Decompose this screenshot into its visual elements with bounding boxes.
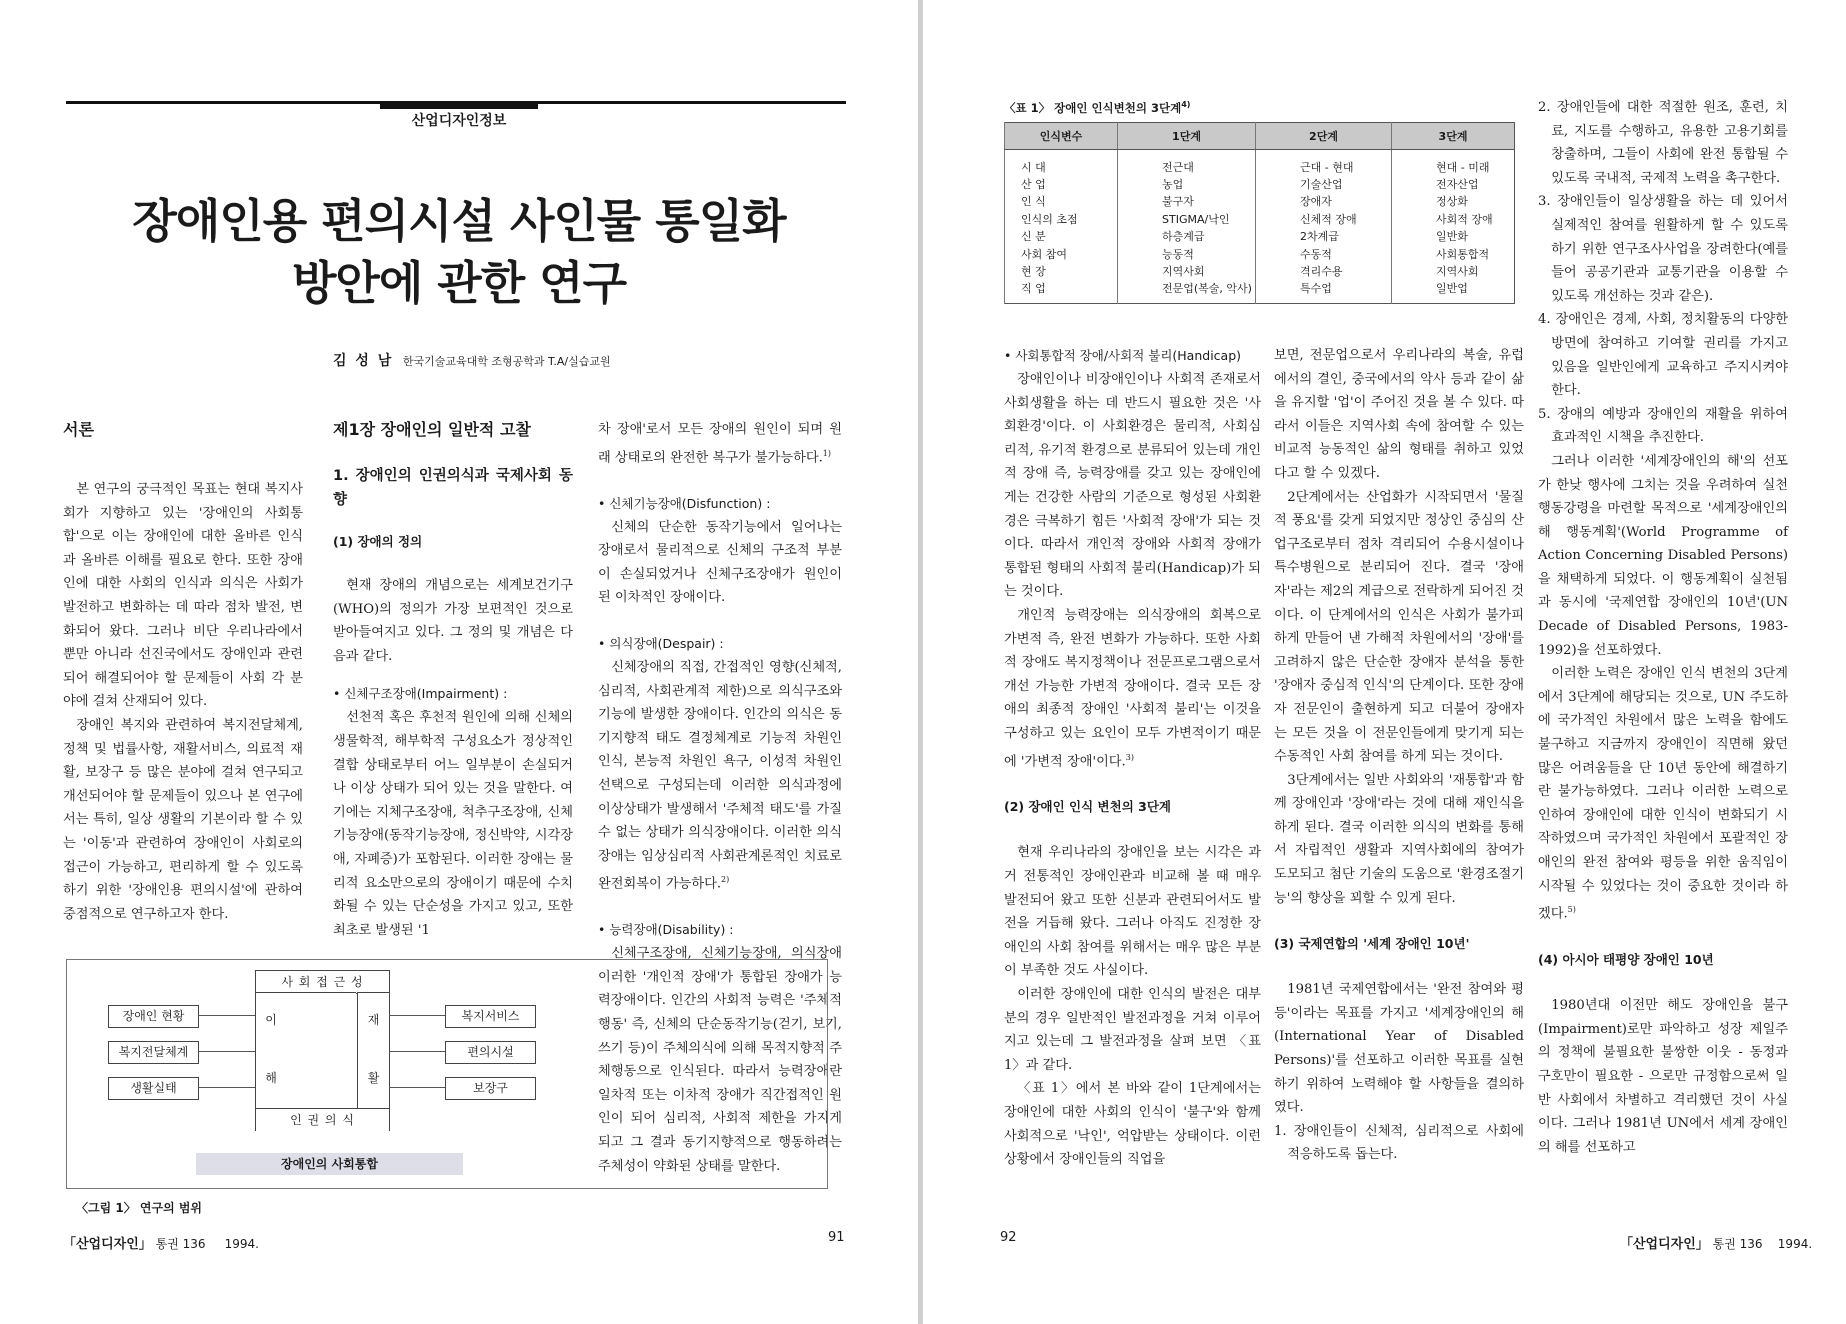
table-cell: 수동적 <box>1256 245 1392 262</box>
figure-box-right: 편의시설 <box>445 1041 536 1064</box>
table-cell: 불구자 <box>1118 193 1256 210</box>
left-column-1 <box>63 418 303 926</box>
table-cell: STIGMA/낙인 <box>1118 210 1256 227</box>
table-cell: 능동적 <box>1118 245 1256 262</box>
table-cell: 일반화 <box>1392 228 1515 245</box>
bullet-heading: • 신체구조장애(Impairment) : <box>333 686 508 702</box>
table-cell: 하층계급 <box>1118 228 1256 245</box>
right-column-3 <box>1538 96 1788 1159</box>
figure-box-left: 복지전달체계 <box>108 1041 199 1064</box>
figure-center <box>286 992 356 1110</box>
paragraph: 신체장애의 직접, 간접적인 영향(신체적, 심리적, 사회관계적 제한)으로 의식구조와 기능에 발생한 장애이다. 인간의 의식은 동기지향적 태도 결정체계로 기능적 차원인 인식, 본능적 차원인 욕구, 이성적 차원인 선택으로 구성되는데 이러한 의식과정에 이상상태가 발생해서 '주체적 태도'를 가질 수 없는 상태가 의식장애이다. 이러한 의식장애는 임상심리적 사회관계론적인 치료로 완전회복이 가능하다.$^{2)}$ <box>598 659 842 892</box>
list-item: 5. 장애의 예방과 장애인의 재활을 위하여 효과적인 시책을 추진한다. <box>1538 406 1788 446</box>
table-header: 인식변수 <box>1005 123 1118 150</box>
paragraph: 1981년 국제연합에서는 '완전 참여와 평등'이라는 목표를 가지고 '세계장애인의 해(International Year of Disabled Persons)'를 선포하고 이러한 목표를 실현하기 위하여 노력해야 할 사항들을 결의하였다. <box>1274 982 1524 1116</box>
right-column-1 <box>1004 344 1261 1172</box>
bullet-heading: • 신체기능장애(Disfunction) : <box>598 495 771 511</box>
figure-box-right: 보장구 <box>445 1077 536 1100</box>
table-row <box>1005 175 1515 192</box>
list-item: 4. 장애인은 경제, 사회, 정치활동의 다양한 방면에 참여하고 기여할 권리를 가지고 있음을 일반인에게 교육하고 주지시켜야 한다. <box>1538 312 1788 399</box>
table-row <box>1005 228 1515 245</box>
connector-line <box>198 1051 255 1052</box>
figure-top-label: 사 회 접 근 성 <box>255 970 390 994</box>
table-caption: 〈표 1〉 장애인 인식변천의 3단계$^{4)}$ <box>1004 100 1191 115</box>
article-title-line-2: 방안에 관한 연구 <box>291 256 627 310</box>
paragraph: 3단계에서는 일반 사회와의 '재통합'과 함께 장애인과 '장애'라는 것에 대해 재인식을 하게 된다. 결국 이러한 의식의 변화를 통해서 자립적인 생활과 지역사회에의 참여가 도모되고 첨단 기술의 도움으로 '환경조절기능'의 향상을 꾀할 수 있게 된다. <box>1274 772 1524 906</box>
figure-right-pillar: 재 활 <box>357 992 390 1110</box>
author-name: 김 성 남 <box>333 353 394 369</box>
table-row <box>1005 280 1515 304</box>
table-cell: 격리수용 <box>1256 262 1392 279</box>
table-header: 3단계 <box>1392 123 1515 150</box>
table-cell: 인식의 초점 <box>1005 210 1118 227</box>
paragraph: 신체구조장애, 신체기능장애, 의식장애 이러한 '개인적 장애'가 통합된 장애가 능력장애이다. 인간의 사회적 능력은 '주체적 행동' 즉, 신체의 단순동작기능(걷기, 보기, 쓰기 등)이 주체의식에 의해 목적지향적 주체행동으로 인식된다. 따라서 능력장애란 일차적 또는 이차적 장애가 직간접적인 원인이 되어 심리적, 사회적 제한을 가지게 되고 그 결과 동기지향적으로 행동하려는 주체성이 약화된 상태를 말한다. <box>598 946 842 1174</box>
figure-caption: 〈그림 1〉 연구의 범위 <box>76 1201 203 1215</box>
table-row <box>1005 193 1515 210</box>
paragraph: 장애인 복지와 관련하여 복지전달체계, 정책 및 법률사항, 재활서비스, 의료적 재활, 보장구 등 많은 분야에 걸쳐 연구되고 개선되어야 할 문제들이 있으나 본 연구에서는 특히, 일상 생활의 기본이라 할 수 있는 '이동'과 관련하여 장애인이 사회로의 접근이 가능하고, 편리하게 할 수 있도록 하기 위한 '장애인용 편의시설'에 관하여 중점적으로 연구하고자 한다. <box>63 717 303 922</box>
list-item: 2. 장애인들에 대한 적절한 원조, 훈련, 치료, 지도를 수행하고, 유용한 고용기회를 창출하며, 그들이 사회에 완전 통합될 수 있도록 국내적, 국제적 노력을 촉구한다. <box>1538 100 1788 186</box>
figure-box-left: 생활실태 <box>108 1077 199 1100</box>
paragraph: 1980년대 이전만 해도 장애인을 불구(Impairment)로만 파악하고 성장 제일주의 정책에 불필요한 불쌍한 이웃 - 동정과 구호만이 필요한 - 으로만 규정함으로써 일반 사회에서 차별하고 격리했던 것이 사실이다. 그러나 1981년 UN에서 세계 장애인의 해를 선포하고 <box>1538 998 1788 1155</box>
table-cell: 신 분 <box>1005 228 1118 245</box>
table-cell: 전자산업 <box>1392 175 1515 192</box>
table-cell: 사회 참여 <box>1005 245 1118 262</box>
paragraph: 이러한 장애인에 대한 인식의 발전은 대부분의 경우 일반적인 발전과정을 거쳐 이루어지고 있는데 그 발전과정을 살펴 보면 〈표 1〉과 같다. <box>1004 987 1261 1073</box>
footnote-ref: 5) <box>1567 905 1576 915</box>
left-page <box>0 0 918 1324</box>
footer <box>63 1233 259 1252</box>
table-cell: 지역사회 <box>1392 262 1515 279</box>
footnote-ref: 2) <box>721 875 730 885</box>
table-header: 1단계 <box>1118 123 1256 150</box>
table-cell: 현대 - 미래 <box>1392 150 1515 176</box>
table-header: 2단계 <box>1256 123 1392 150</box>
paragraph: 그러나 이러한 '세계장애인의 해'의 선포가 한낮 행사에 그치는 것을 우려하여 실천행동강령을 마련할 목적으로 '세계장애인의 해 행동계획'(World Programme of Action Concerning Disabled Persons)을 채택하게 되었다. 이 행동계획이 실천됨과 동시에 '국제연합 장애인의 10년'(UN Decade of Disabled Persons, 1983-1992)을 선포하였다. <box>1538 453 1788 658</box>
table-cell: 산 업 <box>1005 175 1118 192</box>
subsection-heading: (4) 아시아 태평양 장애인 10년 <box>1538 952 1714 968</box>
table-row <box>1005 210 1515 227</box>
figure-band-label: 장애인의 사회통합 <box>196 1153 463 1175</box>
footnote-ref: 4) <box>1181 100 1191 110</box>
author-affiliation: 한국기술교육대학 조형공학과 T.A/실습교원 <box>402 355 611 368</box>
figure-research-scope <box>66 959 828 1189</box>
connector-line <box>389 1051 445 1052</box>
connector-line <box>389 1015 445 1016</box>
table-cell: 정상화 <box>1392 193 1515 210</box>
connector-line <box>198 1087 255 1088</box>
paragraph: 2단계에서는 산업화가 시작되면서 '물질적 풍요'를 갖게 되었지만 정상인 중심의 산업구조로부터 점차 격리되어 수용시설이나 특수병원으로 분리되어 진다. 결국 '장애자'라는 제2의 계급으로 전락하게 되어진 것이다. 이 단계에서의 인식은 사회가 불가피하게 만들어 낸 가해적 차원에서의 '장애'를 고려하지 않은 단순한 장애자 분석을 통한 '장애자 중심적 인식'의 단계이다. 또한 장애자 전문인이 출현하게 되고 더불어 장애자는 모든 것을 이 전문인들에게 맞기게 되는 수동적인 사회 참여를 하게 되는 것이다. <box>1274 489 1524 765</box>
list-item: 1. 장애인들이 신체적, 심리적으로 사회에 적응하도록 돕는다. <box>1274 1123 1524 1163</box>
intro-heading: 서론 <box>63 420 94 439</box>
table-cell: 사회적 장애 <box>1392 210 1515 227</box>
article-title-line-1: 장애인용 편의시설 사인물 통일화 <box>132 194 786 248</box>
paragraph: 본 연구의 궁극적인 목표는 현대 복지사회가 지향하고 있는 '장애인의 사회통합'으로 이는 장애인에 대한 올바른 인식과 올바른 이해를 필요로 한다. 또한 장애인에 대한 사회의 인식과 의식은 사회가 발전하고 변화하는 데 따라 점차 발전, 변화되어 왔다. 그러나 비단 우리나라에서 뿐만 아니라 선진국에서도 장애인과 관련되어 해결되어야 할 문제들이 사회 각 분야에 걸쳐 산재되어 있다. <box>63 482 303 710</box>
paragraph: 보면, 전문업으로서 우리나라의 복술, 유럽에서의 결인, 중국에서의 악사 등과 같이 삶을 유지할 '업'이 주어진 것을 볼 수 있다. 따라서 이들은 지역사회 속에 참여할 수 있는 비교적 능동적인 삶의 형태를 취하고 있었다고 할 수 있겠다. <box>1274 348 1524 481</box>
section-label: 산업디자인정보 <box>411 113 507 129</box>
header-tab <box>380 101 538 109</box>
table-row <box>1005 245 1515 262</box>
table-row <box>1005 262 1515 279</box>
footer-magazine: 「산업디자인」 <box>1620 1237 1709 1252</box>
table-cell: 근대 - 현대 <box>1256 150 1392 176</box>
section-heading: 1. 장애인의 인권의식과 국제사회 동향 <box>333 468 573 508</box>
table-cell: 인 식 <box>1005 193 1118 210</box>
table-cell: 2차계급 <box>1256 228 1392 245</box>
figure-box-left: 장애인 현황 <box>108 1005 199 1028</box>
table-cell: 일반업 <box>1392 280 1515 304</box>
connector-line <box>389 1087 445 1088</box>
table-cell: 신체적 장애 <box>1256 210 1392 227</box>
table-cell: 전문업(복술, 악사) <box>1118 280 1256 304</box>
list-item: 3. 장애인들이 일상생활을 하는 데 있어서 실제적인 참여를 원활하게 할 수 있도록 하기 위한 연구조사사업을 장려한다(예를 들어 공공기관과 교통기관을 이용할 수 있도록 개선하는 것과 같은). <box>1538 194 1788 304</box>
table-cell: 농업 <box>1118 175 1256 192</box>
page-number: 91 <box>828 1230 845 1245</box>
footnote-ref: 3) <box>1125 752 1134 762</box>
table-cell: 장애자 <box>1256 193 1392 210</box>
paragraph: 현재 우리나라의 장애인을 보는 시각은 과거 전통적인 장애인관과 비교해 볼 때 매우 발전되어 왔고 또한 신분과 관련되어서도 발전을 거듭해 왔다. 그러나 아직도 진정한 장애인의 사회 참여를 위해서는 매우 많은 부분이 부족한 것도 사실이다. <box>1004 845 1261 979</box>
table-cell: 전근대 <box>1118 150 1256 176</box>
bullet-heading: • 사회통합적 장애/사회적 불리(Handicap) <box>1004 348 1242 363</box>
figure-bottom-label: 인 권 의 식 <box>255 1108 390 1131</box>
footer-year: 1994. <box>1777 1237 1813 1251</box>
paragraph: 신체의 단순한 동작기능에서 일어나는 장애로서 물리적으로 신체의 구조적 부분이 손실되었거나 신체구조장애가 원인이 된 이차적인 장애이다. <box>598 519 842 606</box>
table-cell: 지역사회 <box>1118 262 1256 279</box>
paragraph: 〈표 1〉에서 본 바와 같이 1단계에서는 장애인에 대한 사회의 인식이 '불구'와 함께 사회적으로 '낙인', 억압받는 상태이다. 이런 상황에서 장애인들의 직업을 <box>1004 1081 1261 1168</box>
page-number: 92 <box>1000 1230 1017 1245</box>
footer <box>1620 1233 1812 1252</box>
bullet-heading: • 의식장애(Despair) : <box>598 635 724 651</box>
footer-magazine: 「산업디자인」 <box>63 1237 152 1252</box>
table-header-row <box>1005 123 1515 150</box>
author-line <box>333 350 611 370</box>
paragraph: 선천적 혹은 후천적 원인에 의해 신체의 생물학적, 해부학적 구성요소가 정상적인 결합 상태로부터 어느 일부분이 손실되거나 이상 상태가 되어 있는 것을 말한다. 여기에는 지체구조장애, 척추구조장애, 신체기능장애(동작기능장애, 정신박약, 시각장애, 자폐증)가 포함된다. 이러한 장애는 물리적 요소만으로의 장애이기 때문에 수치화될 수 있는 단순성을 가지고 있고, 또한 최초로 발생된 '1 <box>333 710 573 938</box>
table-cell: 기술산업 <box>1256 175 1392 192</box>
footer-issue: 통권 136 <box>1712 1237 1763 1251</box>
paragraph: 장애인이나 비장애인이나 사회적 존재로서 사회생활을 하는 데 반드시 필요한 것은 '사회환경'이다. 이 사회환경은 물리적, 사회심리적, 유기적 환경으로 분류되어 있는데 개인적 장애 즉, 능력장애를 갖고 있는 장애인에게는 건강한 사람의 기준으로 형성된 사회환경은 극복하기 힘든 '사회적 장애'가 되는 것이다. 따라서 개인적 장애와 사회적 장애가 통합된 형태의 사회적 불리(Handicap)가 되는 것이다. <box>1004 372 1261 600</box>
paragraph: 현재 장애의 개념으로는 세계보건기구(WHO)의 정의가 가장 보편적인 것으로 받아들여지고 있다. 그 정의 및 개념은 다음과 같다. <box>333 578 573 664</box>
figure-box-right: 복지서비스 <box>445 1005 536 1028</box>
bullet-heading: • 능력장애(Disability) : <box>598 922 734 938</box>
chapter-heading: 제1장 장애인의 일반적 고찰 <box>333 420 531 439</box>
table-cell: 특수업 <box>1256 280 1392 304</box>
subsection-heading: (2) 장애인 인식 변천의 3단계 <box>1004 799 1171 815</box>
table-cell: 시 대 <box>1005 150 1118 176</box>
paragraph: 차 장애'로서 모든 장애의 원인이 되며 원래 상태로의 완전한 복구가 불가능하다.$^{1)}$ <box>598 422 842 465</box>
table-cell: 직 업 <box>1005 280 1118 304</box>
table-cell: 사회통합적 <box>1392 245 1515 262</box>
paragraph: 이러한 노력은 장애인 인식 변천의 3단계에서 3단계에 해당되는 것으로, UN 주도하에 국가적인 차원에서 많은 노력을 함에도 불구하고 지금까지 장애인이 직면해 왔던 많은 어려움들을 단 10년 동안에 해결하기란 불가능하였다. 그러나 이러한 노력으로 인하여 장애인에 대한 인식이 변화되기 시작하였으며 국가적인 차원에서 포괄적인 장애인의 완전 참여와 평등을 위한 움직임이 시작될 수 있었다는 것이 중요한 것이라 하겠다.$^{5)}$ <box>1538 666 1788 922</box>
left-column-2 <box>333 418 573 942</box>
footer-year: 1994. <box>224 1237 259 1251</box>
table-row <box>1005 150 1515 176</box>
table-cell: 현 장 <box>1005 262 1118 279</box>
right-column-2 <box>1274 344 1524 1167</box>
figure-left-pillar: 이 해 <box>255 992 287 1110</box>
awareness-stages-table <box>1004 122 1515 304</box>
subsection-heading: (3) 국제연합의 '세계 장애인 10년' <box>1274 936 1470 952</box>
footnote-ref: 1) <box>822 448 832 458</box>
connector-line <box>198 1015 255 1016</box>
paragraph: 개인적 능력장애는 의식장애의 회복으로 가변적 즉, 완전 변화가 가능하다. 또한 사회적 장애도 복지정책이나 전문프로그램으로서 개선 가능한 가변적 장애이다. 결국 모든 장애의 최종적 장애인 '사회적 불리'는 이것을 구성하고 있는 요인이 모두 가변적이기 때문에 '가변적 장애'이다.$^{3)}$ <box>1004 607 1261 769</box>
subsection-heading: (1) 장애의 정의 <box>333 534 423 549</box>
footer-issue: 통권 136 <box>155 1237 206 1251</box>
